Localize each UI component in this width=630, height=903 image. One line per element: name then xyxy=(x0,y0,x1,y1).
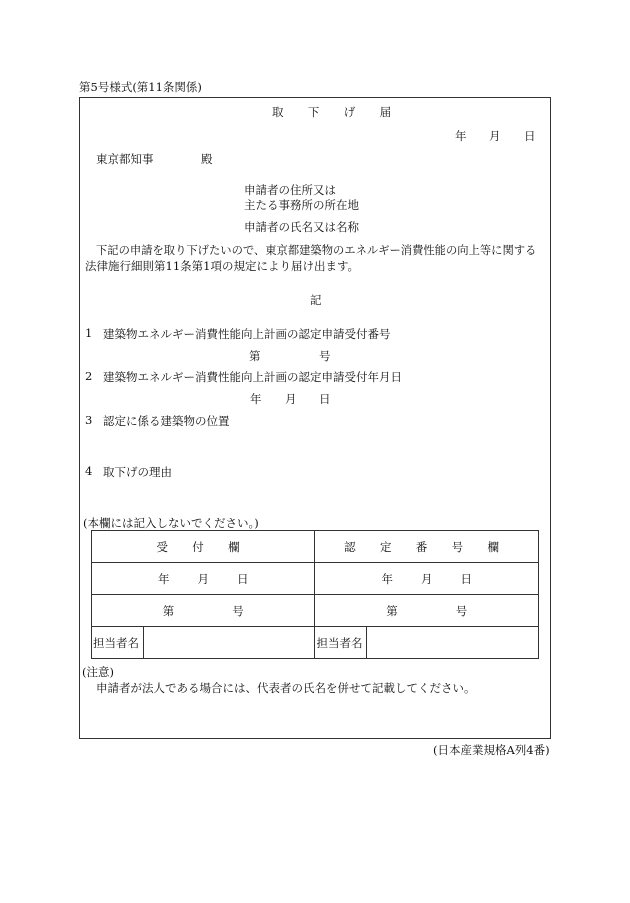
item-number: 2 xyxy=(85,369,93,383)
cell-day: 日 xyxy=(236,571,249,586)
approval-staff-value xyxy=(367,627,539,659)
item-number: 4 xyxy=(85,464,93,478)
number-go: 号 xyxy=(319,349,331,363)
cell-dai: 第 xyxy=(386,603,398,618)
notes-text: 申請者が法人である場合には、代表者の氏名を併せて記載してください。 xyxy=(96,681,476,695)
applicant-address-line2: 主たる事務所の所在地 xyxy=(244,198,359,212)
body-line2: 法律施行細則第11条第1項の規定により届け出ます。 xyxy=(85,259,360,273)
reception-staff-value xyxy=(143,627,315,659)
reception-staff-label: 担当者名 xyxy=(92,627,144,659)
form-label: 第5号様式(第11条関係) xyxy=(79,80,202,94)
paper-size-footer: (日本産業規格A列4番) xyxy=(433,743,550,757)
reception-number-cell xyxy=(92,595,315,627)
cell-go: 号 xyxy=(232,603,244,618)
office-use-note: (本欄には記入しないでください。) xyxy=(83,516,259,530)
item-label: 建築物エネルギー消費性能向上計画の認定申請受付番号 xyxy=(103,327,391,341)
date-month: 月 xyxy=(489,129,501,143)
office-use-table xyxy=(91,530,539,659)
approval-staff-label: 担当者名 xyxy=(315,627,367,659)
number-dai: 第 xyxy=(249,349,261,363)
date2-year: 年 xyxy=(250,392,262,406)
form-title: 取 下 げ 届 xyxy=(272,105,402,119)
date2-month: 月 xyxy=(285,392,297,406)
reception-header: 受 付 欄 xyxy=(92,531,315,563)
cell-dai: 第 xyxy=(162,603,175,618)
approval-number-cell xyxy=(315,595,539,627)
applicant-address-line1: 申請者の住所又は xyxy=(244,183,336,197)
ki-heading: 記 xyxy=(310,293,322,307)
cell-month: 月 xyxy=(420,571,433,586)
addressee-name: 東京都知事 xyxy=(96,152,154,166)
date-day: 日 xyxy=(524,129,536,143)
cell-year: 年 xyxy=(157,571,170,586)
addressee-honorific: 殿 xyxy=(201,152,213,166)
table-row xyxy=(92,531,539,563)
item-label: 認定に係る建築物の位置 xyxy=(103,414,230,428)
table-row xyxy=(92,595,539,627)
item-number: 3 xyxy=(85,413,93,427)
item-number: 1 xyxy=(85,326,93,340)
cell-day: 日 xyxy=(460,571,472,586)
approval-date-cell xyxy=(315,563,539,595)
date-year: 年 xyxy=(455,129,467,143)
notes-heading: (注意) xyxy=(82,665,114,679)
item-label: 建築物エネルギー消費性能向上計画の認定申請受付年月日 xyxy=(103,370,402,384)
cell-go: 号 xyxy=(455,603,468,618)
table-row xyxy=(92,563,539,595)
reception-date-cell xyxy=(92,563,315,595)
cell-year: 年 xyxy=(381,571,393,586)
approval-number-header: 認 定 番 号 欄 xyxy=(315,531,539,563)
item-label: 取下げの理由 xyxy=(103,465,172,479)
body-line1: 下記の申請を取り下げたいので、東京都建築物のエネルギー消費性能の向上等に関する xyxy=(96,244,537,257)
date2-day: 日 xyxy=(319,392,331,406)
applicant-name-label: 申請者の氏名又は名称 xyxy=(244,220,359,234)
table-row xyxy=(92,627,539,659)
cell-month: 月 xyxy=(197,571,209,586)
